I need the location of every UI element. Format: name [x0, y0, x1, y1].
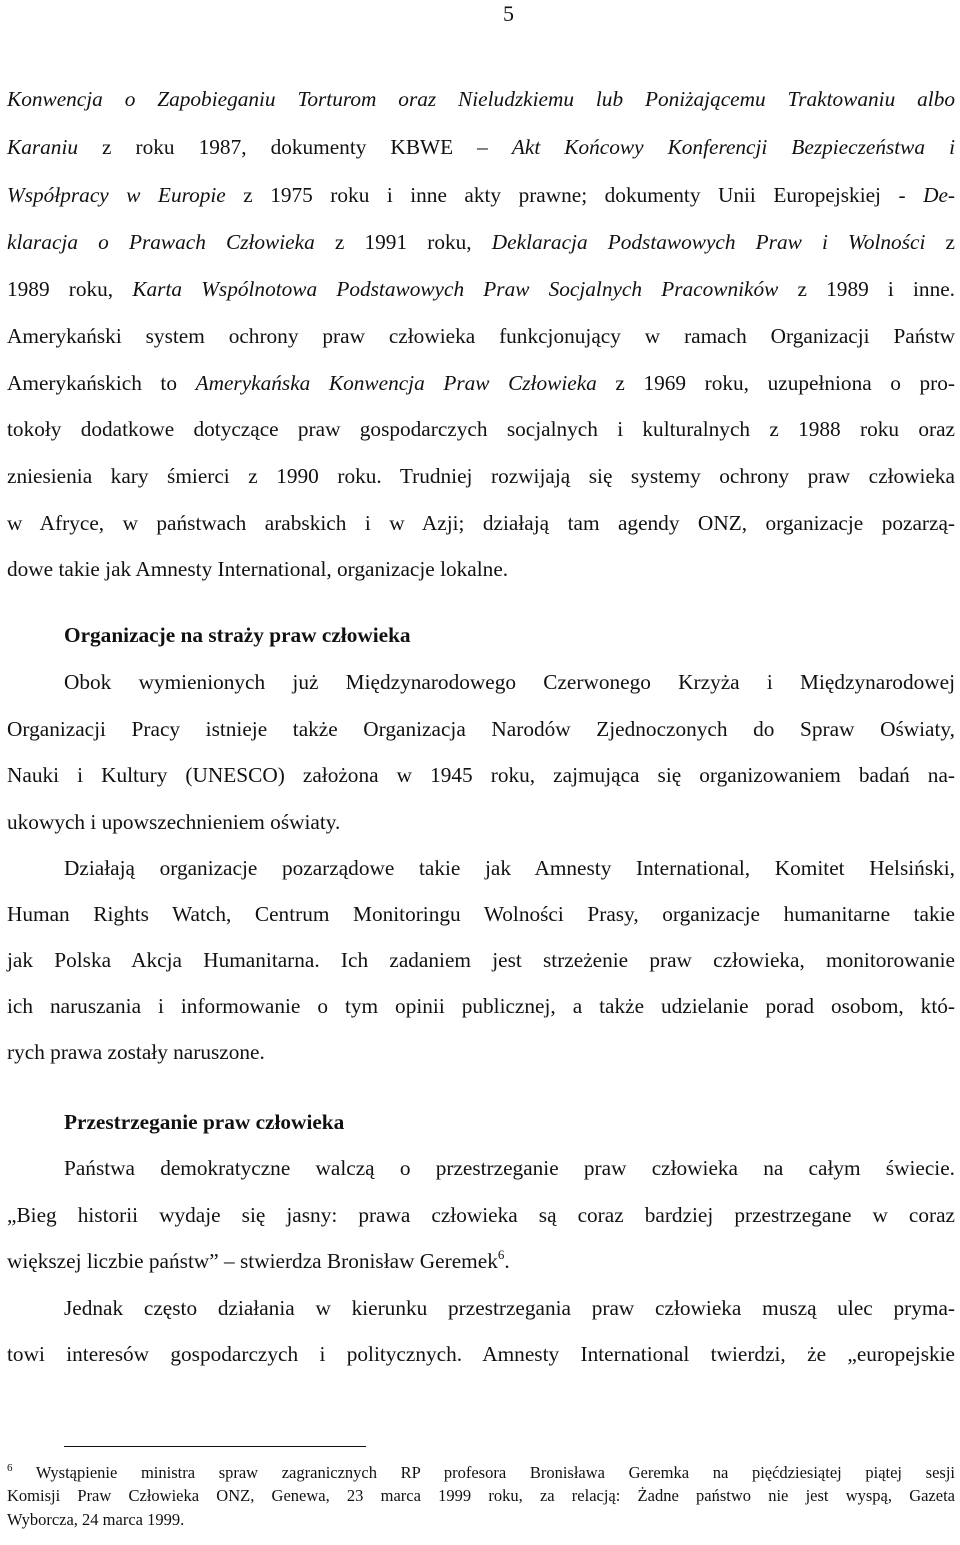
- italic-text: Deklaracja Podstawowych Praw i Wolności: [491, 230, 926, 254]
- footnote-divider: [64, 1446, 366, 1447]
- section-heading-organizacje: Organizacje na straży praw człowieka: [64, 623, 411, 647]
- paragraph-4-line-2: „Bieg historii wydaje się jasny: prawa człowieka są coraz bardziej przestrzegane w coraz: [7, 1203, 955, 1227]
- paragraph-2-line-4: ukowych i upowszechnieniem oświaty.: [7, 810, 341, 834]
- page-number: 5: [503, 1, 514, 26]
- paragraph-3-line-3: jak Polska Akcja Humanitarna. Ich zadaniem jest strzeżenie praw człowieka, monitorowanie: [7, 948, 955, 972]
- italic-text: Karta Wspólnotowa Podstawowych Praw Socjalnych Pracowników: [132, 277, 779, 301]
- text: z 1975 roku i inne akty prawne; dokumenty Unii Europejskiej -: [225, 183, 924, 207]
- italic-text: De-: [923, 183, 955, 207]
- footnote-line-3: Wyborcza, 24 marca 1999.: [7, 1510, 185, 1529]
- paragraph-4-line-3: [7, 1246, 955, 1276]
- footnote-line-1: [7, 1461, 955, 1485]
- paragraph-1-line-11: dowe takie jak Amnesty International, organizacje lokalne.: [7, 557, 509, 581]
- text: większej liczbie państw” – stwierdza Bronisław Geremek: [7, 1249, 498, 1273]
- paragraph-5-line-2: towi interesów gospodarczych i politycznych. Amnesty International twierdzi, że „europejskie: [7, 1342, 955, 1366]
- italic-text: Współpracy w Europie: [7, 183, 226, 207]
- italic-text: Amerykańska Konwencja Praw Człowieka: [195, 371, 597, 395]
- paragraph-1-line-6: Amerykański system ochrony praw człowieka funkcjonujący w ramach Organizacji Państw: [7, 324, 955, 348]
- text: z 1969 roku, uzupełniona o pro-: [596, 371, 955, 395]
- paragraph-1-line-9: zniesienia kary śmierci z 1990 roku. Trudniej rozwijają się systemy ochrony praw człowieka: [7, 464, 955, 488]
- footnote-reference[interactable]: 6: [497, 1247, 505, 1262]
- italic-text: klaracja o Prawach Człowieka: [7, 230, 315, 254]
- italic-text: Konwencja o Zapobieganiu Torturom oraz Nieludzkiemu lub Poniżającemu Traktowaniu albo: [7, 87, 955, 111]
- italic-text: Karaniu: [7, 135, 79, 159]
- paragraph-1-line-5: [7, 274, 955, 304]
- text: Amerykańskich to: [7, 371, 196, 395]
- footnote-line-2: Komisji Praw Człowieka ONZ, Genewa, 23 marca 1999 roku, za relacją: Żadne państwo nie jest wyspą, Gazeta: [7, 1486, 955, 1505]
- italic-text: Akt Końcowy Konferencji Bezpieczeństwa i: [511, 135, 955, 159]
- paragraph-2-line-3: Nauki i Kultury (UNESCO) założona w 1945 roku, zajmująca się organizowaniem badań na-: [7, 763, 955, 787]
- paragraph-1-line-10: w Afryce, w państwach arabskich i w Azji; działają tam agendy ONZ, organizacje pozarzą-: [7, 511, 955, 535]
- paragraph-2-line-1: Obok wymienionych już Międzynarodowego Czerwonego Krzyża i Międzynarodowej: [64, 670, 955, 694]
- paragraph-1-line-3: [7, 180, 955, 210]
- text: z 1991 roku,: [314, 230, 492, 254]
- paragraph-1-line-4: [7, 227, 955, 257]
- text: Wystąpienie ministra spraw zagranicznych RP profesora Bronisława Geremka na pięćdziesiątej piątej sesji: [12, 1463, 955, 1482]
- paragraph-1-line-2: [7, 132, 955, 162]
- paragraph-3-line-4: ich naruszania i informowanie o tym opinii publicznej, a także udzielanie porad osobom, któ-: [7, 994, 955, 1018]
- paragraph-1-line-8: tokoły dodatkowe dotyczące praw gospodarczych socjalnych i kulturalnych z 1988 roku oraz: [7, 417, 955, 441]
- text: z roku 1987, dokumenty KBWE –: [78, 135, 512, 159]
- footnote-marker: 6: [7, 1462, 13, 1474]
- paragraph-3-line-1: Działają organizacje pozarządowe takie jak Amnesty International, Komitet Helsiński,: [64, 856, 955, 880]
- paragraph-3-line-5: rych prawa zostały naruszone.: [7, 1040, 265, 1064]
- paragraph-5-line-1: Jednak często działania w kierunku przestrzegania praw człowieka muszą ulec pryma-: [64, 1296, 955, 1320]
- paragraph-4-line-1: Państwa demokratyczne walczą o przestrzeganie praw człowieka na całym świecie.: [64, 1156, 955, 1180]
- paragraph-1-line-1: [7, 84, 955, 114]
- paragraph-3-line-2: Human Rights Watch, Centrum Monitoringu Wolności Prasy, organizacje humanitarne takie: [7, 902, 955, 926]
- text: z 1989 i inne.: [778, 277, 955, 301]
- text: 1989 roku,: [7, 277, 133, 301]
- paragraph-2-line-2: Organizacji Pracy istnieje także Organizacja Narodów Zjednoczonych do Spraw Oświaty,: [7, 717, 955, 741]
- paragraph-1-line-7: [7, 368, 955, 398]
- section-heading-przestrzeganie: Przestrzeganie praw człowieka: [64, 1110, 345, 1134]
- text: z: [925, 230, 955, 254]
- text: .: [504, 1249, 510, 1273]
